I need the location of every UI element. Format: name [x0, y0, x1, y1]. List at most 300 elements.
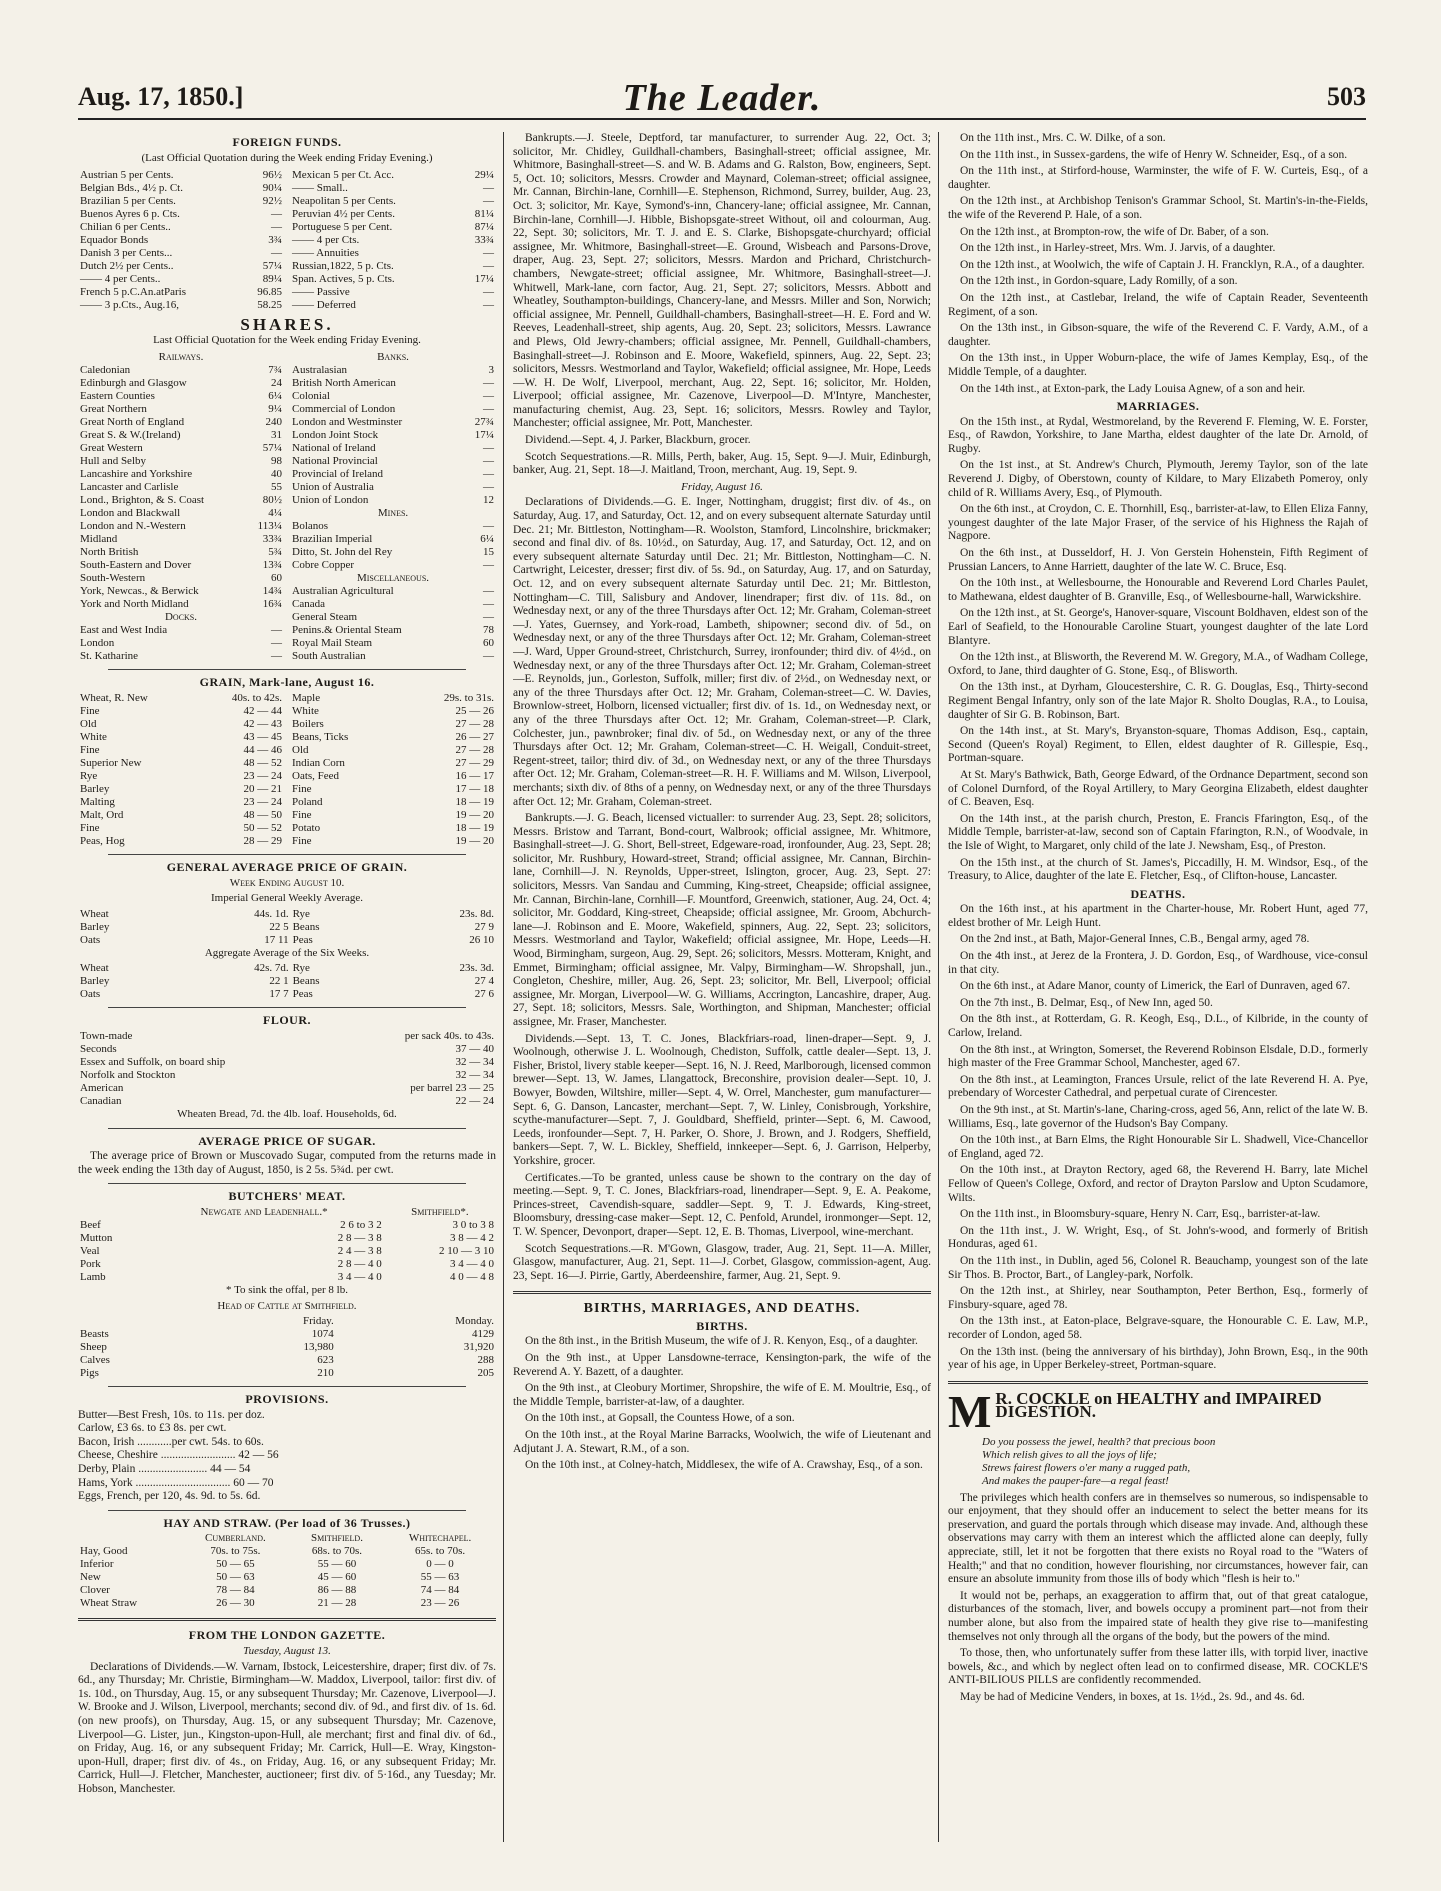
- grain-name: Rye: [292, 907, 310, 920]
- grain-name: Oats, Feed: [292, 769, 340, 782]
- grain-name: Barley: [80, 920, 110, 933]
- table-row: [290, 208, 496, 221]
- cattle-name: Pigs: [80, 1367, 99, 1380]
- foreign-funds-note: (Last Official Quotation during the Week ending Friday Evening.): [141, 151, 433, 164]
- table-row: [78, 559, 284, 572]
- smithfield-price: 21 — 28: [317, 1597, 357, 1610]
- notice-entry: On the 11th inst., Mrs. C. W. Dilke, of a son.: [960, 132, 1166, 144]
- table-row: [78, 299, 284, 312]
- shares-left: [78, 351, 284, 663]
- table-row: [290, 796, 496, 809]
- share-price: —: [483, 598, 494, 611]
- monday-count: 4129: [472, 1328, 494, 1341]
- whitechapel-price: 55 — 63: [420, 1571, 460, 1584]
- grain-price: 23 — 24: [243, 795, 282, 808]
- fund-price: 92½: [262, 195, 282, 208]
- page-number: 503: [1327, 82, 1366, 111]
- share-price: 15: [483, 546, 494, 559]
- table-row: [78, 1082, 496, 1095]
- grain-price: 17 7: [269, 988, 289, 1001]
- table-row: [78, 1367, 496, 1380]
- table-row: [78, 1584, 496, 1597]
- notice-entry: On the 4th inst., at Jerez de la Frontera, J. D. Gordon, Esq., of Wardhouse, vice-consul in that city.: [948, 950, 1368, 976]
- table-row: [78, 1245, 496, 1258]
- table-row: [290, 520, 496, 533]
- marriages-list: [948, 416, 1368, 884]
- whitechapel-price: 74 — 84: [420, 1584, 460, 1597]
- share-price: —: [483, 611, 494, 624]
- hay-title: HAY AND STRAW. (Per load of 36 Trusses.): [163, 1515, 411, 1530]
- share-price: —: [271, 637, 282, 650]
- text-line: And makes the pauper-fare—a regal feast!: [982, 1474, 1169, 1487]
- table-row: [290, 637, 496, 650]
- grain-price: 44 — 46: [243, 743, 282, 756]
- deaths-list: [948, 903, 1368, 1372]
- grain-name: Fine: [292, 834, 312, 847]
- divider: [108, 1386, 466, 1387]
- fund-name: Span. Actives, 5 p. Cts.: [292, 273, 395, 286]
- notice-entry: On the 9th inst., at Cleobury Mortimer, Shropshire, the wife of E. M. Moultrie, Esq., of the Middle Temple, barrister-at-law, of a daughter.: [513, 1382, 931, 1408]
- flour-title: FLOUR.: [263, 1013, 311, 1028]
- table-row: [290, 247, 496, 260]
- table-row: [290, 377, 496, 390]
- table-row: [78, 757, 284, 770]
- table-row: [290, 429, 496, 442]
- flour-name: Essex and Suffolk, on board ship: [80, 1055, 226, 1068]
- table-row: [78, 234, 284, 247]
- share-price: —: [483, 559, 494, 572]
- table-row: [290, 299, 496, 312]
- whitechapel-price: 0 — 0: [426, 1558, 454, 1571]
- grain-price: 27 9: [474, 920, 494, 933]
- table-row: [290, 598, 496, 611]
- share-name: Union of Australia: [292, 481, 374, 494]
- text-line: Do you possess the jewel, health? that precious boon: [982, 1435, 1216, 1448]
- shares-title: SHARES.: [240, 315, 334, 335]
- mines-heading: Mines.: [377, 507, 409, 520]
- table-row: [78, 1069, 496, 1082]
- fund-name: —— Deferred: [292, 299, 356, 312]
- fund-price: 58.25: [257, 299, 282, 312]
- table-row: [78, 1354, 496, 1367]
- table-row: [78, 169, 284, 182]
- table-row: [78, 835, 284, 848]
- table-row: [290, 533, 496, 546]
- grain-right: [290, 692, 496, 848]
- share-name: British North American: [292, 377, 396, 390]
- whitechapel-price: 65s. to 70s.: [414, 1545, 466, 1558]
- fund-name: Austrian 5 per Cents.: [80, 169, 174, 182]
- hay-name: Hay, Good: [80, 1545, 128, 1558]
- smithfield-price: 86 — 88: [317, 1584, 357, 1597]
- fund-price: 90¼: [262, 182, 282, 195]
- gazette-title: FROM THE LONDON GAZETTE.: [188, 1628, 386, 1643]
- table-row: [290, 169, 496, 182]
- gazette-dividends-2: Dividends.—Sept. 13, T. C. Jones, Blackfriars-road, linen-draper—Sept. 9, J. Woolnough, otherwise J. L. Woolnough, Chediston, Suffolk, cattle dealer—Sept. 13, J. Fisher, Bristol, livery stable keeper—Sept. 16, N. J. Reed, Marlborough, licensed common brewer—Sept. 13, W. James, Llangattock, Breconshire, provision dealer—Sept. 10, J. Bowyer, Bowden, Wiltshire, miller—Sept. 4, W. Orrel, Manchester, gum manufacturer—Sept. 6, G. Danson, Lancaster, merchant—Sept. 7, W. Linley, Conisbrough, Yorkshire, scythe-manufacturer—Sept. 7, J. Gouldbard, Sheffield, printer—Sept. 6, M. Cawood, Leeds, ironfounder—Sept. 7, H. Parker, O. Shore, J. Brown, and J. Rodgers, Sheffield, bankers—Sept. 7, W. L. Bickley, Sheffield, innkeeper—Sept. 6, J. Garrison, Helperby, Yorkshire, grocer.: [513, 1032, 931, 1167]
- share-name: Union of London: [292, 494, 369, 507]
- grain-name: Malt, Ord: [80, 808, 124, 821]
- hay-name: New: [80, 1571, 101, 1584]
- smithfield-price: 3 0 to 3 8: [452, 1218, 494, 1231]
- gazette-date: Tuesday, August 13.: [243, 1645, 331, 1658]
- cumberland-price: 26 — 30: [216, 1597, 255, 1610]
- notice-entry: On the 2nd inst., at Bath, Major-General Innes, C.B., Bengal army, aged 78.: [960, 933, 1310, 946]
- grain-name: Superior New: [80, 756, 142, 769]
- table-row: [290, 260, 496, 273]
- fund-name: Buenos Ayres 6 p. Cts.: [80, 208, 180, 221]
- table-row: [78, 770, 284, 783]
- share-name: South-Western: [80, 572, 146, 585]
- bmd-title: BIRTHS, MARRIAGES, AND DEATHS.: [583, 1301, 861, 1317]
- grain-price: 23s. 3d.: [459, 962, 494, 975]
- notice-entry: On the 8th inst., at Rotterdam, G. R. Keogh, Esq., D.L., of Kilbride, in the county of Carlow, Ireland.: [948, 1013, 1368, 1040]
- cattle-table: [78, 1315, 496, 1380]
- share-name: York and North Midland: [80, 598, 189, 611]
- table-row: [78, 1271, 496, 1284]
- share-name: Caledonian: [80, 364, 131, 377]
- table-row: [78, 1232, 496, 1245]
- fund-name: Peruvian 4½ per Cents.: [292, 208, 395, 221]
- table-row: [78, 429, 284, 442]
- grain-price: 28 — 29: [243, 834, 282, 847]
- grain-name: Beans: [292, 920, 320, 933]
- table-row: [78, 921, 496, 934]
- fund-price: —: [483, 299, 494, 312]
- divider: [108, 854, 466, 855]
- grain-price: 19 — 20: [455, 834, 494, 847]
- table-row: [78, 1328, 496, 1341]
- share-price: —: [483, 585, 494, 598]
- shares-note: Last Official Quotation for the Week ending Friday Evening.: [153, 333, 421, 346]
- docks-heading: Docks.: [164, 611, 198, 624]
- share-price: —: [271, 650, 282, 663]
- meat-name: Mutton: [80, 1231, 113, 1244]
- table-row: [78, 1043, 496, 1056]
- fund-price: 33¾: [474, 234, 494, 247]
- newgate-price: 2 8 — 4 0: [337, 1257, 382, 1270]
- share-name: General Steam: [292, 611, 358, 624]
- fund-price: 29¼: [474, 169, 494, 182]
- cumberland-price: 50 — 65: [216, 1558, 255, 1571]
- smithfield-price: 2 10 — 3 10: [439, 1244, 494, 1257]
- table-row: [290, 757, 496, 770]
- share-price: 240: [265, 416, 282, 429]
- grain-price: 27 — 28: [455, 717, 494, 730]
- share-price: 60: [271, 572, 282, 585]
- smithfield-price: 3 4 — 4 0: [450, 1257, 494, 1270]
- table-row: [78, 822, 284, 835]
- share-price: 9¼: [268, 403, 282, 416]
- notice-entry: At St. Mary's Bathwick, Bath, George Edward, of the Ordnance Department, second son of Colonel Durnford, of the Royal Artillery, to Mary Georgina Elizabeth, eldest daughter of C. Beaven, Esq.: [948, 768, 1368, 809]
- avg-grain-aggregate: Aggregate Average of the Six Weeks.: [204, 946, 370, 959]
- share-name: Ditto, St. John del Rey: [292, 546, 393, 559]
- monday-count: 31,920: [463, 1341, 494, 1354]
- newgate-heading: Newgate and Leadenhall.*: [200, 1205, 328, 1218]
- column-markets: [78, 132, 496, 1842]
- smithfield-price: 4 0 — 4 8: [450, 1270, 494, 1283]
- avg-grain-imperial: Imperial General Weekly Average.: [210, 892, 364, 905]
- share-price: 4¼: [268, 507, 282, 520]
- share-price: 6¼: [268, 390, 282, 403]
- meat-name: Pork: [80, 1257, 101, 1270]
- notice-entry: On the 16th inst., at his apartment in the Charter-house, Mr. Robert Hunt, aged 77, eldest brother of Mr. Leigh Hunt.: [948, 903, 1368, 929]
- grain-price: 26 — 27: [455, 730, 494, 743]
- grain-price: 22 5: [269, 920, 289, 933]
- gazette-bankrupts: Bankrupts.—J. Steele, Deptford, tar manufacturer, to surrender Aug. 22, Oct. 3; solicitor, Mr. Chidley, Guildhall-chambers, Basinghall-street; official assignee, Mr. Whitmore, Basinghall-street—S. and W. B. Adams and G. Ralston, Bow, engineers, Sept. 5, Oct. 10; solicitors, Messrs. Crowder and Maynard, Coleman-street; official assignee, Mr. Cannan, Birchin-lane, Cornhill—E. Stephenson, Richmond, Surrey, builder, Aug. 23, Oct. 3; solicitor, Mr. Kaye, Symond's-inn, Chancery-lane; official assignee, Mr. Cannan, Birchin-lane, Cornhill—J. Hibble, Bishopsgate-street Without, oil and colourman, Aug. 22, Sept. 30; solicitors, Mr. T. J. and E. S. Clarke, Bishopsgate-churchyard; official assignee, Mr. Whitmore, Basinghall-street—E. Ground, Wisbeach and Parsons-Drove, draper, Aug. 23, Sept. 27; solicitors, Messrs. Mardon and Prichard, Christchurch-chambers, Newgate-street; official assignee, Mr. Whitmore, Basinghall-street—J. Whitwell, Mark-lane, corn factor, Aug. 21, Sept. 27; solicitors, Messrs. Abbott and Wheatley, Southampton-buildings, Chancery-lane, and Messrs. Miller and Son, Norwich; official assignee, Mr. Pennell, Guildhall-chambers, Basinghall-street—H. E. Ford and W. Reeves, Leadenhall-street, ship agents, Aug. 20, Sept. 23; solicitors, Messrs. Lawrance and Plews, Old Jewry-chambers; official assignee, Mr. Pennell, Guildhall-chambers, Basinghall-street—J. Robinson and E. Moore, Wakefield, spinners, Aug. 22, Sept. 23; solicitors, Messrs. Westmorland and Taylor, Wakefield; official assignee, Mr. Hope, Leeds—W. H. De Wolf, Liverpool, merchant, Aug. 22, Sept. 16; solicitor, Mr. Holden, Liverpool; official assignee, Mr. Cazenove, Liverpool—D. M'Intyre, Manchester, manufacturing chemist, Aug. 23, Sept. 16; solicitors, Messrs. Rowley and Taylor, Manchester; official assignee, Mr. Pott, Manchester.: [513, 132, 931, 430]
- flour-name: Seconds: [80, 1042, 117, 1055]
- fund-price: —: [483, 182, 494, 195]
- share-name: London and N.-Western: [80, 520, 186, 533]
- grain-price: 26 10: [469, 933, 494, 946]
- grain-price: 22 1: [269, 975, 289, 988]
- fund-name: —— Passive: [292, 286, 350, 299]
- share-name: York, Newcas., & Berwick: [80, 585, 199, 598]
- smithfield-price: 55 — 60: [317, 1558, 357, 1571]
- hay-name: Wheat Straw: [80, 1597, 138, 1610]
- smithfield-heading: Smithfield*.: [411, 1205, 469, 1218]
- share-price: 17¼: [474, 429, 494, 442]
- share-price: 14¾: [262, 585, 282, 598]
- table-row: [78, 1030, 496, 1043]
- fund-price: —: [483, 247, 494, 260]
- notice-entry: On the 11th inst., in Sussex-gardens, the wife of Henry W. Schneider, Esq., of a son.: [960, 148, 1348, 161]
- table-row: [78, 624, 284, 637]
- text-line: Butter—Best Fresh, 10s. to 11s. per doz.: [78, 1408, 265, 1421]
- share-name: Canada: [292, 598, 325, 611]
- share-name: South Australian: [292, 650, 366, 663]
- flour-table: [78, 1030, 496, 1108]
- table-row: [78, 1597, 496, 1610]
- grain-price: 17 11: [264, 933, 289, 946]
- advert-p2: It would not be, perhaps, an exaggeration to affirm that, out of that great catalogue, disturbances of the stomach, liver, and bowels occupy a prominent part—not from their number alone, but also from the impaired state of health they give rise to—manifesting themselves not only through all the organs of the body, but the powers of the mind.: [948, 1589, 1368, 1643]
- newgate-price: 2 4 — 3 8: [337, 1244, 382, 1257]
- text-line: Carlow, £3 6s. to £3 8s. per cwt.: [78, 1422, 227, 1435]
- table-row: [290, 364, 496, 377]
- share-name: Great S. & W.(Ireland): [80, 429, 181, 442]
- table-row: [78, 273, 284, 286]
- notice-entry: On the 13th inst., in Gibson-square, the wife of the Reverend C. F. Vardy, A.M., of a daughter.: [948, 322, 1368, 348]
- table-row: [78, 507, 284, 520]
- foreign-funds-title: FOREIGN FUNDS.: [232, 135, 342, 149]
- grain-name: White: [292, 704, 319, 717]
- flour-price: per sack 40s. to 43s.: [404, 1029, 494, 1042]
- table-row: [78, 975, 496, 988]
- hay-col-cumberland: Cumberland.: [204, 1532, 266, 1545]
- share-name: Lond., Brighton, & S. Coast: [80, 494, 205, 507]
- grain-title: GRAIN, Mark-lane, August 16.: [199, 675, 375, 690]
- table-row: [78, 988, 496, 1001]
- masthead-title: The Leader.: [622, 77, 822, 119]
- grain-price: 27 — 28: [455, 743, 494, 756]
- fund-name: —— Small..: [292, 182, 348, 195]
- hay-table: [78, 1532, 496, 1610]
- share-name: Australasian: [292, 364, 347, 377]
- grain-name: Rye: [292, 962, 310, 975]
- text-line: Hams, York ................................. 60 — 70: [78, 1476, 274, 1489]
- divider: [78, 1618, 496, 1621]
- flour-price: 37 — 40: [455, 1042, 494, 1055]
- table-row: [78, 572, 284, 585]
- grain-name: Fine: [80, 743, 100, 756]
- share-price: 5¾: [268, 546, 282, 559]
- notice-entry: On the 15th inst., at Rydal, Westmoreland, by the Reverend F. Fleming, W. E. Forster, Esq., of Rawdon, Yorkshire, to Jane Martha, eldest daughter of the late Dr. Arnold, of Rugby.: [948, 415, 1368, 455]
- table-row: [290, 546, 496, 559]
- table-row: [290, 705, 496, 718]
- table-row: [78, 286, 284, 299]
- newgate-price: 2 8 — 3 8: [337, 1231, 382, 1244]
- share-price: 40: [271, 468, 282, 481]
- table-row: [78, 1219, 496, 1232]
- table-row: [290, 835, 496, 848]
- issue-date: Aug. 17, 1850.]: [78, 82, 244, 111]
- grain-name: Malting: [80, 795, 115, 808]
- fund-name: Neapolitan 5 per Cents.: [292, 195, 396, 208]
- divider: [108, 669, 466, 670]
- table-row: [78, 796, 284, 809]
- grain-price: 20 — 21: [243, 782, 282, 795]
- notice-entry: On the 6th inst., at Adare Manor, county of Limerick, the Earl of Dunraven, aged 67.: [960, 980, 1351, 993]
- grain-price: 25 — 26: [455, 704, 494, 717]
- table-row: [290, 718, 496, 731]
- notice-entry: On the 1st inst., at St. Andrew's Church, Plymouth, Jeremy Taylor, son of the late Reverend J. Digby, of Oberstown, county of Kildare, to Mary Elizabeth Pomeroy, only child of R. Williams Avery, Esq., of Plymouth.: [948, 459, 1368, 499]
- grain-name: Peas: [292, 988, 313, 1001]
- table-row: [78, 442, 284, 455]
- grain-name: Wheat: [80, 907, 109, 920]
- notice-entry: On the 12th inst., at Shirley, near Southampton, Peter Berthon, Esq., formerly of Finsbury-square, aged 78.: [948, 1285, 1368, 1311]
- grain-price: 42 — 44: [243, 704, 282, 717]
- railways-heading: Railways.: [158, 351, 204, 364]
- advert-heading: R. COCKLE on HEALTHY and IMPAIRED DIGESTION.: [995, 1388, 1322, 1422]
- text-line: Cheese, Cheshire .......................... 42 — 56: [78, 1449, 279, 1462]
- table-row: [78, 1558, 496, 1571]
- share-price: 13¾: [262, 559, 282, 572]
- table-row: [78, 377, 284, 390]
- divider: [108, 1128, 466, 1129]
- table-row: [78, 533, 284, 546]
- share-name: Penins.& Oriental Steam: [292, 624, 402, 637]
- share-name: Great North of England: [80, 416, 185, 429]
- table-row: [78, 783, 284, 796]
- misc-heading: Miscellaneous.: [356, 572, 430, 585]
- friday-count: 623: [317, 1354, 334, 1367]
- grain-price: 18 — 19: [455, 795, 494, 808]
- fund-name: —— 4 per Cents..: [80, 273, 161, 286]
- grain-name: Old: [80, 717, 97, 730]
- grain-price: 43 — 45: [243, 730, 282, 743]
- table-row: [78, 962, 496, 975]
- share-price: 113¼: [257, 520, 282, 533]
- cattle-name: Sheep: [80, 1341, 107, 1354]
- share-price: —: [483, 377, 494, 390]
- deaths-heading: DEATHS.: [1130, 886, 1186, 901]
- notice-entry: On the 10th inst., at Barn Elms, the Right Honourable Sir L. Shadwell, Vice-Chancellor of England, aged 72.: [948, 1134, 1368, 1160]
- table-row: [290, 731, 496, 744]
- divider: [108, 1007, 466, 1008]
- grain-name: Barley: [80, 975, 110, 988]
- notice-entry: On the 13th inst., at Eaton-place, Belgrave-square, the Honourable C. E. Law, M.P., recorder of London, aged 58.: [948, 1315, 1368, 1341]
- share-price: —: [271, 624, 282, 637]
- table-row: [290, 744, 496, 757]
- meat-name: Lamb: [80, 1270, 106, 1283]
- gazette-dividend: Dividend.—Sept. 4, J. Parker, Blackburn, grocer.: [525, 434, 751, 447]
- fund-name: —— Annuities: [292, 247, 359, 260]
- hay-col-whitechapel: Whitechapel.: [408, 1532, 472, 1545]
- table-row: [290, 770, 496, 783]
- notice-entry: On the 10th inst., at Wellesbourne, the Honourable and Reverend Lord Charles Paulet, to Mathewana, eldest daughter of B. Granville, Esq., of Wellesbourne-hall, Warwickshire.: [948, 577, 1368, 603]
- table-row: [78, 455, 284, 468]
- grain-name: Rye: [80, 769, 98, 782]
- meat-name: Beef: [80, 1218, 101, 1231]
- table-row: [78, 1341, 496, 1354]
- hay-col-smithfield: Smithfield.: [310, 1532, 363, 1545]
- grain-price: 48 — 52: [243, 756, 282, 769]
- share-name: National Provincial: [292, 455, 378, 468]
- notice-entry: On the 12th inst., at Blisworth, the Reverend M. W. Gregory, M.A., of Wadham College, Oxford, to Jane, third daughter of G. Stone, Esq., of Blisworth.: [948, 651, 1368, 677]
- share-name: Australian Agricultural: [292, 585, 394, 598]
- fund-price: 96.85: [257, 286, 282, 299]
- gazette-declarations: Declarations of Dividends.—G. E. Inger, Nottingham, druggist; first div. of 4s., on Saturday, Aug. 17, and Saturday, Oct. 12, and on every subsequent alternate Saturday until Dec. 21; Mr. Bittleston, Nottingham—R. Woolston, Stamford, Lincolnshire, brickmaker; second and final div. of 8s. 10½d., on Saturday, Aug. 17, and Saturday, Oct. 12, and on every subsequent alternate Saturday until Dec. 21; Mr. Bittleston, Nottingham—C. N. Cartwright, Leicester, dresser; first div. of 5s. 9d., on Saturday, Aug. 17, and on Saturday, Oct. 12, and on every subsequent alternate Saturday until Dec. 21; Mr. Bittleston, Nottingham—C. Till, Salisbury and Andover, linendraper; first div. of 11s. 8d., on Wednesday next, or any of the three Thursdays after Oct. 12; Mr. Graham, Coleman-street—J. Yates, Guernsey, and York-road, Lambeth, shipowner; second div. of 5d., on Wednesday next, or any of the three Thursdays after Oct. 12; Mr. Graham, Coleman-street—J. Ward, Upper Ground-street, Christchurch, Surrey, ironfounder; third div. of 4½d., on Wednesday next, or any of the three Thursdays after Oct. 12; Mr. Graham, Coleman-street—E. Reynolds, jun., Gorleston, Suffolk, miller; first div. of 2½d., on Wednesday next, or any of the three Thursdays after Oct. 12; Mr. Graham, Coleman-street—C. W. Davies, Brownlow-street, Holborn, licensed victualler; first div. of 1s. 1d., on Wednesday next, or any of the three Thursdays after Oct. 12; Mr. Graham, Coleman-street—P. Clark, Colchester, jun., pawnbroker; final div. of 5d., on Wednesday next, or any of the three Thursdays after Oct. 12; Mr. Graham, Coleman-street—C. H. Weigall, Conduit-street, Regent-street, tailor; third div. of 3d., on Wednesday next, or any of the three Thursdays after Oct. 12; Mr. Graham, Coleman-street—R. H. F. Williams and M. Wilson, Liverpool, merchants; sixth div. of 8ths of a penny, on Wednesday next, or any of the three Thursdays after Oct. 12; Mr. Graham, Coleman-street.: [513, 496, 931, 808]
- grain-price: 16 — 17: [455, 769, 494, 782]
- table-row: [290, 442, 496, 455]
- text-line: Eggs, French, per 120, 4s. 9d. to 5s. 6d.: [78, 1490, 261, 1503]
- cumberland-price: 70s. to 75s.: [210, 1545, 261, 1558]
- fund-price: —: [483, 195, 494, 208]
- cumberland-price: 78 — 84: [216, 1584, 255, 1597]
- marriages-heading: MARRIAGES.: [1116, 399, 1200, 414]
- table-row: [78, 520, 284, 533]
- share-price: 3: [488, 364, 494, 377]
- fund-price: 89¼: [262, 273, 282, 286]
- fund-price: 57¼: [262, 260, 282, 273]
- grain-price: 44s. 1d.: [254, 907, 289, 920]
- notice-entry: On the 9th inst., at St. Martin's-lane, Charing-cross, aged 56, Ann, relict of the late W. B. Williams, Esq., late governor of the Hudson's Bay Company.: [948, 1104, 1368, 1130]
- share-price: 24: [271, 377, 282, 390]
- notice-entry: On the 12th inst., at Brompton-row, the wife of Dr. Baber, of a son.: [960, 225, 1269, 238]
- table-row: [78, 481, 284, 494]
- table-row: [78, 1545, 496, 1558]
- notice-entry: On the 10th inst., at Gopsall, the Countess Howe, of a son.: [525, 1412, 795, 1425]
- notice-entry: On the 11th inst., in Dublin, aged 56, Colonel R. Beauchamp, youngest son of the late Sir Thos. B. Proctor, Bart., of Langley-park, Norfolk.: [948, 1254, 1368, 1281]
- share-price: —: [483, 520, 494, 533]
- page-header: [78, 76, 1366, 120]
- notice-entry: On the 6th inst., at Dusseldorf, H. J. Von Gerstein Hohenstein, Fifth Regiment of Prussian Lancers, to Anne Harriett, daughter of the late W. C. Bruce, Esq.: [948, 547, 1368, 573]
- table-row: [290, 494, 496, 507]
- notice-entry: On the 12th inst., in Gordon-square, Lady Romilly, of a son.: [960, 275, 1238, 288]
- advert-p3: To those, then, who unfortunately suffer from these latter ills, with torpid liver, inactive bowels, &c., and which by neglect often lead on to confirmed disease, MR. COCKLE'S ANTI-BILIOUS PILLS are confidently recommended.: [948, 1647, 1368, 1687]
- grain-name: Maple: [292, 691, 321, 704]
- grain-name: Oats: [80, 933, 101, 946]
- divider: [108, 1183, 466, 1184]
- table-row: [78, 494, 284, 507]
- text-line: Bacon, Irish ............per cwt. 54s. to 60s.: [78, 1435, 264, 1448]
- share-name: Cobre Copper: [292, 559, 355, 572]
- grain-name: Beans, Ticks: [292, 730, 349, 743]
- fund-name: Belgian Bds., 4½ p. Ct.: [80, 182, 183, 195]
- table-row: [78, 1056, 496, 1069]
- notice-entry: On the 14th inst., at the parish church, Preston, E. Francis Ffarington, Esq., of the Middle Temple, barrister-at-law, second son of Captain Ffarington, R.N., of Woodvale, in the Isle of Wight, to Margaret, only child of the late J. Newsham, Esq., of Preston.: [948, 812, 1368, 852]
- notice-entry: On the 12th inst., in Harley-street, Mrs. Wm. J. Jarvis, of a daughter.: [960, 242, 1276, 255]
- friday-count: 1074: [311, 1328, 334, 1341]
- fund-price: —: [483, 286, 494, 299]
- avg-grain-aggregate-table: [78, 962, 496, 1001]
- butchers-note: * To sink the offal, per 8 lb.: [226, 1283, 348, 1296]
- fund-price: —: [271, 208, 282, 221]
- table-row: [78, 221, 284, 234]
- notice-entry: On the 12th inst., at Woolwich, the wife of Captain J. H. Francklyn, R.A., of a daughter.: [960, 258, 1365, 271]
- share-name: Eastern Counties: [80, 390, 155, 403]
- table-row: [78, 705, 284, 718]
- grain-price: 42 — 43: [243, 717, 282, 730]
